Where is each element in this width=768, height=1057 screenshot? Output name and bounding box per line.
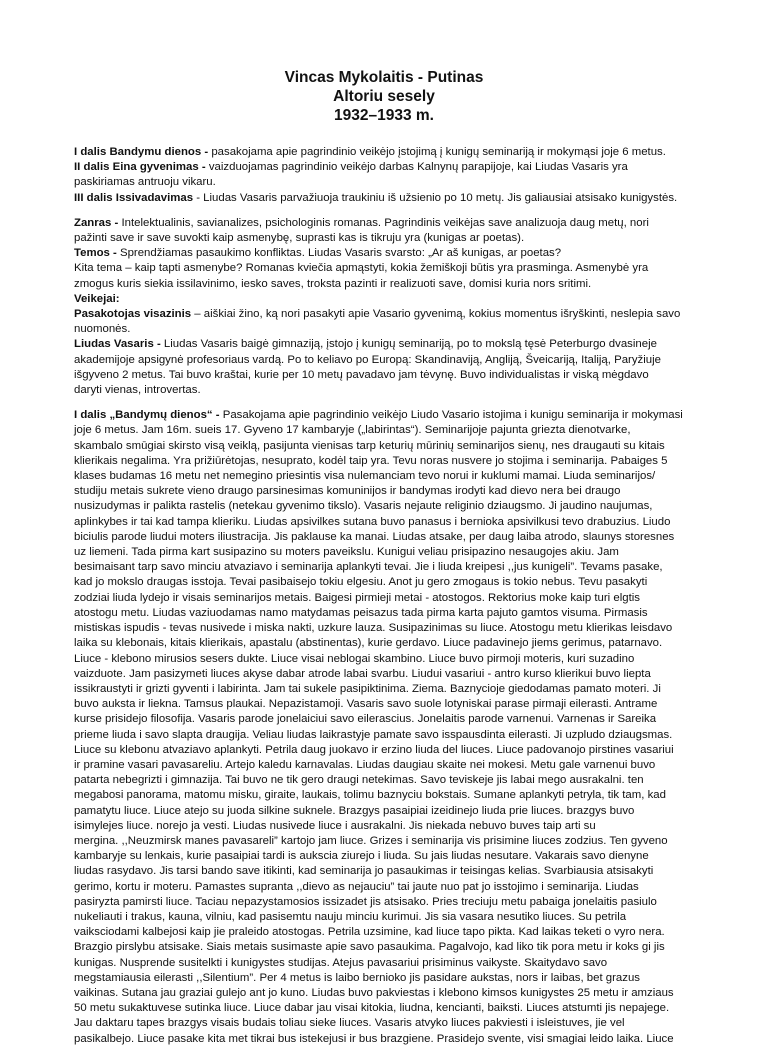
document-years: 1932–1933 m. [334, 107, 434, 124]
line-text: pažinti save ir save suvokti kaip asmenybę, suprasti kas is tikruju yra (kunigas ar poetas). [74, 232, 525, 245]
line-text: Liuce su klebonu atvaziavo aplankyti. Petrila daug juokavo ir erzino liuda del liuces. Liuce padovanojo pirstines vasariui [74, 743, 674, 756]
text-line [74, 469, 694, 484]
text-line [74, 499, 694, 514]
text-line [74, 337, 694, 352]
line-text: pamatytu liuce. Liuce atejo su juoda silkine suknele. Brazgys pasaipiai izeidinejo liuda prie liuces. brazgys buvo [74, 804, 635, 817]
line-text: liudas rasydavo. Jis tarsi bando save itikinti, kad seminarija jo pasaukimas ir teisingas kelias. Svarbiausia atsisakyti [74, 865, 654, 878]
text-line [74, 667, 694, 682]
text-line [74, 322, 694, 337]
line-text: skambalo smūgiai skirsto visą veiklą, pasijunta vienisas tarp keturių mūrinių seminarijos sienų, nes draugauti su kitais [74, 439, 665, 452]
text-line [74, 1001, 694, 1016]
text-line [74, 986, 694, 1001]
text-line [74, 145, 694, 160]
bold-heading: III dalis Issivadavimas [74, 191, 194, 204]
text-line [74, 804, 694, 819]
text-line [74, 712, 694, 727]
line-text: kambaryje su lenkais, kurie pasaipiai tardi is aukscia ziurejo i liuda. Su jais liudas nesutare. Vakarais savo dienyne [74, 850, 649, 863]
text-line [74, 307, 694, 322]
text-line [74, 261, 694, 276]
line-text: kunigas. Nusprende susitelkti i kunigystes studijas. Atejus pavasariui prisiminus vaikyste. Skaitydavo savo [74, 956, 608, 969]
line-text: - Liudas Vasaris parvažiuoja traukiniu iš užsienio po 10 metų. Jis galiausiai atsisako kunigystės. [193, 191, 678, 204]
line-text: atostogu metu. Liudas vaziuodamas namo matydamas peisazus tada pirma karta pajuto gamtos visuma. Pirmasis [74, 606, 648, 619]
line-text: nusizudymas ir palikta rastelis (netekau gyvenimo tikslo). Vasaris nejaute religinio dziaugsmo. Ji jaudino naujumas, [74, 500, 653, 513]
text-line [74, 864, 694, 879]
text-line [74, 408, 694, 423]
line-text: kad jo mokslo draugas isstoja. Tevai pasibaisejo tokiu elgesiu. Anot ju gero zmogaus is tokio nebus. Tevu pasakyti [74, 576, 648, 589]
line-text: patarta nebegrizti i gimnazija. Tai buvo ne tik gero draugi netekimas. Savo teviskeje jis labai mego ausrakalni. ten [74, 774, 644, 787]
line-text: gerimo, kortu ir moteru. Pamastes supranta ,,dievo as nejauciu” tai jaute nuo pat jo isstojimo i seminarija. Liudas [74, 880, 639, 893]
line-text: Brazgio pirslybu atsisake. Siais metais susimaste apie savo pasaukima. Pagalvojo, kad liko tik pora metu ir koks gi jis [74, 941, 665, 954]
text-line [74, 895, 694, 910]
text-line [74, 1032, 694, 1047]
line-text: paskiriamas antruoju vikaru. [74, 176, 216, 189]
text-line [74, 277, 694, 292]
line-text: vaikinas. Sutana jau graziai gulejo ant jo kuno. Liudas buvo pakviestas i klebono kimsos kunigystes 25 metu ir amziaus [74, 986, 674, 999]
text-line [74, 591, 694, 606]
line-text: Liudas Vasaris baigė gimnaziją, įstojo į kunigų seminariją, po to mokslą tęsė Peterburgo dvasineje [160, 338, 657, 351]
document-title: Altoriu sesely [333, 88, 435, 105]
line-text: mistiskas ispudis - tevas nusivede i miska nakti, uzkure lauza. Susipazinimas su liuce. Atostogu metu klierikas leisdavo [74, 622, 673, 635]
text-line [74, 621, 694, 636]
text-line [74, 956, 694, 971]
text-line [74, 439, 694, 454]
line-text: Intelektualinis, savianalizes, psichologinis romanas. Pagrindinis veikėjas save analizuoja daug metų, nori [118, 216, 649, 229]
document-header [0, 68, 768, 125]
text-line [74, 246, 694, 261]
text-line [74, 682, 694, 697]
line-text: zmogus kuris siekia issilavinimo, iesko saves, troksta pazinti ir realizuoti save, domisi kuria nors sritimi. [74, 277, 592, 290]
bold-heading: Pasakotojas visazinis [74, 308, 192, 321]
text-line [74, 216, 694, 231]
line-text: 50 metu sukaktuvese sutinka liuce. Liuce dabar jau visai kitokia, liudna, kencianti, baiksti. Liuces atstumti jis nepajege. [74, 1002, 670, 1015]
text-line [74, 819, 694, 834]
text-line [74, 925, 694, 940]
line-text: Sprendžiamas pasaukimo konfliktas. Liudas Vasaris svarsto: „Ar aš kunigas, ar poetas? [116, 247, 562, 260]
line-text: besimaisant tarp savo minciu atvaziavo i seminarija aplankyti tevai. Jie i liuda kreipesi ,,jus kunigeli”. Tevams pasake, [74, 561, 663, 574]
text-line [74, 454, 694, 469]
bold-heading: I dalis Bandymu dienos - [74, 146, 209, 158]
line-text: laika su klebonais, kitais klierikais, apastalu (abstinentas), kurie gerdavo. Liuce padavinejo jiems gerimus, patarnavo. [74, 637, 663, 650]
text-line [74, 788, 694, 803]
text-line [74, 368, 694, 383]
line-text: daryti vienas, introvertas. [74, 384, 201, 397]
line-text: mergina. ,,Neuzmirsk manes pavasareli” kartojo jam liuce. Grizes i seminarija vis prisimine liuces zodzius. Ten gyveno [74, 834, 668, 847]
line-text: nukeliauti i trakus, kauna, vilniu, kad pasisemtu nauju minciu kurimui. Jis sia vasara nesutiko liuces. Su petrila [74, 910, 627, 923]
bold-heading: Liudas Vasaris - [74, 338, 161, 351]
text-line [74, 353, 694, 368]
text-line [74, 606, 694, 621]
line-text: Kita tema – kaip tapti asmenybe? Romanas kviečia apmąstyti, kokia žemiškoji būtis yra prasminga. Asmenybė yra [74, 262, 649, 275]
line-text: studiju metais sukrete vieno draugo parsinesimas komuninijos ir bandymas irodyti kad dievo nera bei draugo [74, 485, 621, 498]
line-text: prieme liuda i savo slapta draugija. Veliau liudas laikrastyje pamate savo isspausdinta eilerasti. Ji uzpludo dziaugsmas. [74, 728, 673, 741]
document-body [74, 145, 694, 1057]
text-line [74, 758, 694, 773]
text-line [74, 160, 694, 175]
bold-heading: I dalis „Bandymų dienos“ - [74, 409, 220, 422]
document-author: Vincas Mykolaitis - Putinas [284, 69, 484, 86]
text-line [74, 545, 694, 560]
line-text: nuomonės. [74, 323, 131, 336]
bold-heading: Veikejai: [74, 292, 120, 305]
text-line [74, 383, 694, 398]
text-line [74, 231, 694, 246]
text-line [74, 575, 694, 590]
line-text: megstamiausia eilerasti ,,Silentium”. Per 4 metus is laibo bernioko jis pasidare aukstas, nors ir laibas, bet grazus [74, 971, 640, 984]
text-line [74, 175, 694, 190]
bold-heading: II dalis Eina gyvenimas - [74, 161, 206, 174]
paragraph [74, 145, 694, 206]
text-line [74, 728, 694, 743]
line-text: pasiryzta pamirsti liuce. Taciau nepazystamosios issizadet jis atsisako. Pries treciuju metu pabaiga jonelaitis pasiulo [74, 895, 657, 908]
line-text: biciulis parode liudui moters iliustracija. Jis paklause ka manai. Liudas atsake, per daug laiba atrodo, slaunys storesnes [74, 530, 675, 543]
text-line [74, 191, 694, 206]
line-text: klierikais negalima. Yra prižiūrėtojas, nesuprato, kodėl taip yra. Tevu noras nusvere jo stojima i seminarija. Pabaiges 5 [74, 454, 668, 467]
line-text: Pasakojama apie pagrindinio veikėjo Liudo Vasario istojima i kunigu seminarija ir mokymasi [219, 409, 683, 422]
text-line [74, 773, 694, 788]
bold-heading: Temos - [74, 247, 117, 260]
text-line [74, 834, 694, 849]
text-line [74, 652, 694, 667]
line-text: Liuce - klebono mirusios sesers dukte. Liuce visai neblogai skambino. Liuce buvo pirmoji moteris, kuri suzadino [74, 652, 635, 665]
text-line [74, 515, 694, 530]
line-text: issikraustyti ir grizti gyventi i labirinta. Jam tai sukele pasipiktinima. Ziema. Baznycioje giedodamas pamato moteri. Ji [74, 682, 661, 695]
line-text: vaiksciodami kalbejosi kaip jie praleido atostogas. Petrila uzsimine, kad liuce tapo pikta. Kad laikas teketi o vyro nera. [74, 926, 665, 939]
line-text: ir pramine vasari pavasareliu. Artejo kaledu karnavalas. Liudas daugiau skaite nei mokesi. Metu gale varnenui buvo [74, 758, 656, 771]
line-text: – aiškiai žino, ką nori pasakyti apie Vasario gyvenimą, kokius momentus išryškinti, neslepia savo [191, 308, 681, 321]
line-text: isimylejes liuce. norejo ja vesti. Liudas nusivede liuce i ausrakalni. Jis niekada nebuvo buves taip arti su [74, 819, 596, 832]
paragraph [74, 408, 694, 1047]
line-text: aplinkybes ir tai kad tampa klieriku. Liudas apsivilkes sutana buvo panasus i bernioka apsivilkusi tevo drabuzius. Liudo [74, 515, 671, 528]
text-line [74, 743, 694, 758]
line-text: zodziai liuda lydejo ir visais seminarijos metais. Baigesi pirmieji metai - atostogos. Rektorius moke kaip turi elgtis [74, 591, 640, 604]
text-line [74, 880, 694, 895]
line-text: akademijoje apsigynė profesoriaus vardą. Po to keliavo po Europą: Skandinaviją, Angliją, Šveicariją, Italiją, Paryžiuje [74, 353, 661, 366]
bold-heading: Zanras - [74, 216, 119, 229]
line-text: Jau daktaru tapes brazgys visais budais toliau sieke liuces. Vasaris atvyko liuces pakviesti i isleistuves, jie vel [74, 1017, 625, 1030]
line-text: kurse prisidejo filosofija. Vasaris parode jonelaiciui savo eilerascius. Jonelaitis parode varnenui. Varnenas ir Sareika [74, 713, 657, 726]
text-line [74, 940, 694, 955]
line-text: joje 6 metus. Jam 16m. sueis 17. Gyveno 17 kambaryje („labirintas“). Seminarijoje pajunta griezta dienotvarke, [74, 424, 631, 437]
line-text: megabosi panorama, matomu misku, giraite, laukais, tolimu baznyciu bokstais. Sumane aplankyti petryla, tik tam, kad [74, 789, 666, 802]
text-line [74, 423, 694, 438]
line-text: vaizduote. Jam pasizymeti liuces akyse dabar atrode labai svarbu. Liudui vasariui - antro kurso klierikui buvo liepta [74, 667, 651, 680]
line-text: uz liemeni. Tada pirma kart susipazino su moters paveikslu. Kunigui veliau prisipazino nesaugojes akiu. Jam [74, 546, 619, 559]
text-line [74, 292, 694, 307]
line-text: vaizduojamas pagrindinio veikėjo darbas Kalnynų parapijoje, kai Liudas Vasaris yra [205, 161, 628, 174]
line-text: pasakojama apie pagrindinio veikėjo įstojimą į kunigų seminariją ir mokymąsi joje 6 metus. [208, 146, 666, 158]
text-line [74, 697, 694, 712]
text-line [74, 560, 694, 575]
line-text: išgyveno 2 metus. Tai buvo kraštai, kurie per 10 metų pavadavo jam tėvynę. Buvo individualistas ir viską mėgdavo [74, 368, 649, 381]
text-line [74, 910, 694, 925]
text-line [74, 484, 694, 499]
text-line [74, 971, 694, 986]
paragraph [74, 216, 694, 398]
text-line [74, 636, 694, 651]
text-line [74, 849, 694, 864]
line-text: pasikalbejo. Liuce pasake kita met tikrai bus istekejusi ir bus brazgiene. Prasidejo svente, visi smagiai leido laika. Liuce [74, 1032, 674, 1045]
line-text: buvo auksta ir liekna. Tamsus plaukai. Nepazistamoji. Vasaris savo suole lotyniskai parase pirmaji eilerasti. Antrame [74, 698, 658, 711]
line-text: klases budamas 16 metu net nemegino priesintis visa nulemanciam tevo norui ir kuklumi mamai. Liuda seminarijos/ [74, 470, 656, 483]
text-line [74, 530, 694, 545]
